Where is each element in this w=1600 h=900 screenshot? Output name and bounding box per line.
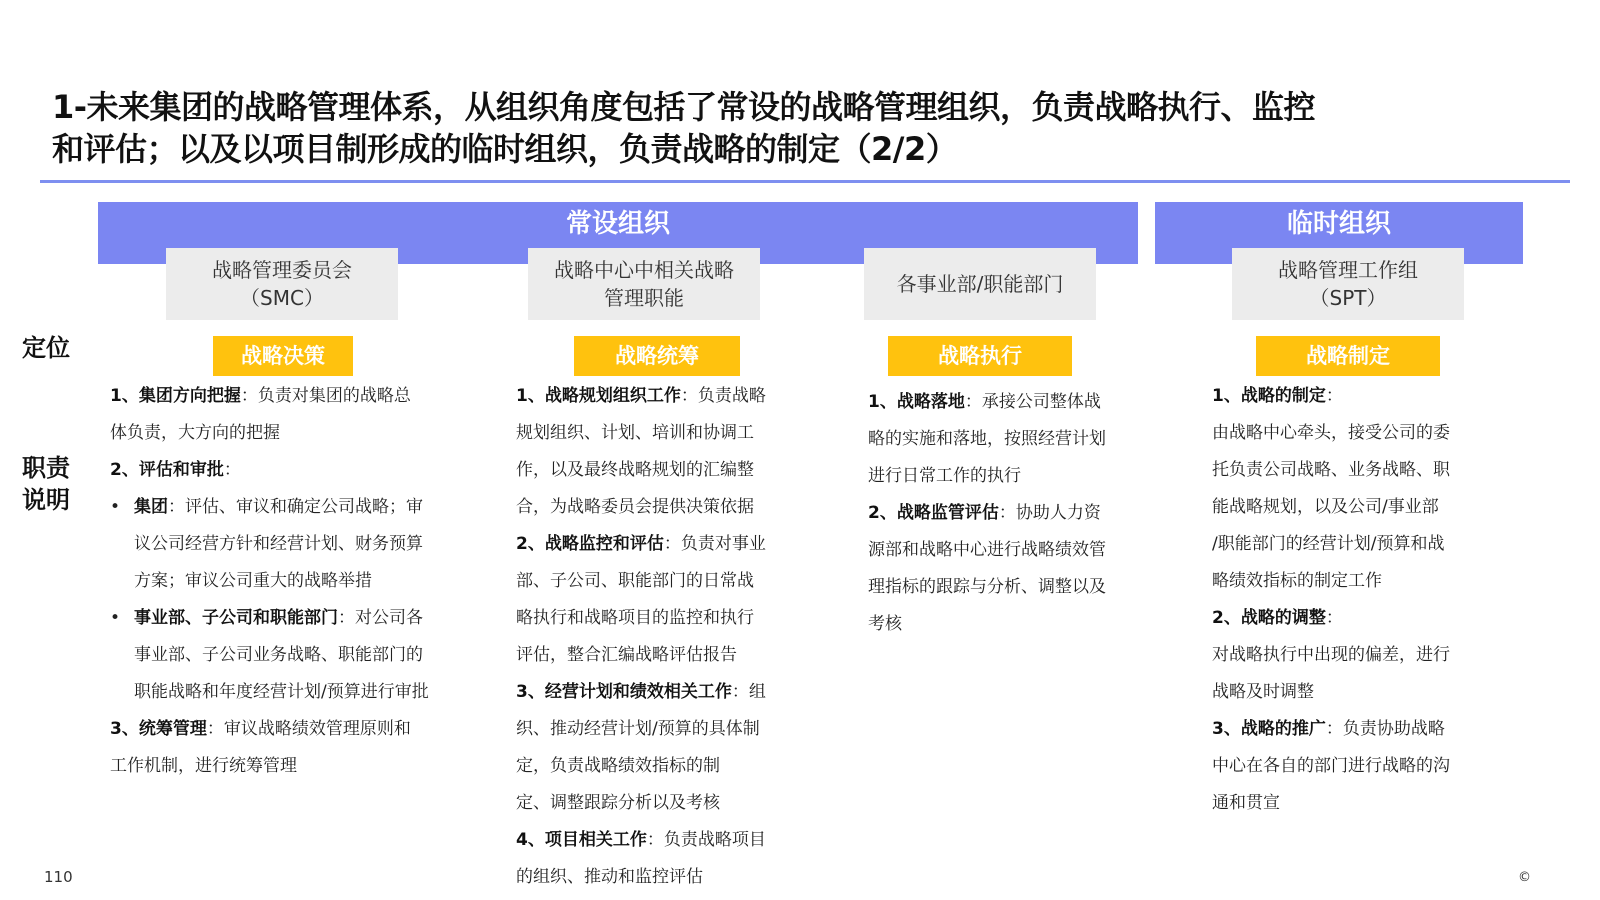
org-card-strategy-center [528, 248, 760, 320]
duty-text: ： [223, 460, 241, 480]
duty-line [110, 711, 490, 748]
duty-heading: 3、经营计划和绩效相关工作 [516, 682, 732, 702]
duty-line: 评估，整合汇编战略评估报告 [516, 645, 737, 665]
row-label-duties [22, 452, 70, 516]
org-card-line: 各事业部/职能部门 [896, 272, 1064, 296]
duty-line: 通和贯宣 [1212, 793, 1280, 813]
duty-text: ：协助人力资 [998, 503, 1101, 523]
org-card-business-units [864, 248, 1096, 320]
duty-line: 战略及时调整 [1212, 682, 1314, 702]
duty-bullet [110, 600, 490, 637]
duty-heading: 1、战略落地 [868, 392, 965, 412]
duty-line: 职能战略和年度经营计划/预算进行审批 [134, 682, 429, 702]
duty-text: ：审议战略绩效管理原则和 [206, 719, 411, 739]
duty-line: /职能部门的经营计划/预算和战 [1212, 534, 1445, 554]
duty-line [110, 378, 490, 415]
duty-line: 略绩效指标的制定工作 [1212, 571, 1382, 591]
page-title-line-2: 和评估；以及以项目制形成的临时组织，负责战略的制定（2/2） [52, 130, 958, 168]
duty-line: 对战略执行中出现的偏差，进行 [1212, 645, 1450, 665]
duty-text: ：对公司各 [338, 608, 423, 628]
org-card-line: 战略管理工作组 [1278, 258, 1418, 282]
duty-line: 工作机制，进行统筹管理 [110, 756, 297, 776]
org-card-line: 管理职能 [604, 286, 684, 310]
duty-line [516, 674, 816, 711]
duty-line: 能战略规划，以及公司/事业部 [1212, 497, 1439, 517]
duty-text: ：负责战略项目 [646, 830, 766, 850]
duty-line [868, 384, 1168, 421]
duty-line: 体负责，大方向的把握 [110, 423, 280, 443]
org-card-line: （SMC） [240, 286, 324, 310]
badge-strategy-execution: 战略执行 [888, 336, 1072, 376]
duty-line: 合，为战略委员会提供决策依据 [516, 497, 754, 517]
duty-line: 中心在各自的部门进行战略的沟 [1212, 756, 1450, 776]
duty-line: 考核 [868, 614, 902, 634]
row-label-duties-line-2: 说明 [22, 486, 70, 514]
page-title [52, 86, 1552, 170]
duty-text: ：评估、审议和确定公司战略；审 [168, 497, 423, 517]
duty-line [516, 526, 816, 563]
duty-heading: 4、项目相关工作 [516, 830, 647, 850]
duty-text: ： [1325, 608, 1343, 628]
duty-heading: 事业部、子公司和职能部门 [134, 608, 338, 628]
duty-line: 略执行和战略项目的监控和执行 [516, 608, 754, 628]
duty-heading: 1、集团方向把握 [110, 386, 241, 406]
row-label-duties-line-1: 职责 [22, 454, 70, 482]
duty-text: ：负责对集团的战略总 [240, 386, 411, 406]
duty-column-spt [1212, 378, 1512, 822]
duty-line: 由战略中心牵头，接受公司的委 [1212, 423, 1450, 443]
duty-bullet [110, 489, 490, 526]
duty-line: 织、推动经营计划/预算的具体制 [516, 719, 760, 739]
org-card-smc [166, 248, 398, 320]
duty-heading: 3、战略的推广 [1212, 719, 1326, 739]
row-label-positioning: 定位 [22, 334, 70, 362]
duty-line [868, 495, 1168, 532]
org-card-line: 战略管理委员会 [212, 258, 352, 282]
org-card-line: （SPT） [1309, 286, 1387, 310]
duty-heading: 2、战略监控和评估 [516, 534, 664, 554]
duty-heading: 2、战略监管评估 [868, 503, 999, 523]
duty-line [1212, 600, 1512, 637]
duty-heading: 2、战略的调整 [1212, 608, 1326, 628]
title-divider [40, 180, 1570, 183]
copyright-mark: © [1518, 870, 1531, 885]
duty-text: ： [1325, 386, 1343, 406]
duty-line: 理指标的跟踪与分析、调整以及 [868, 577, 1106, 597]
duty-column-business-units [868, 384, 1168, 643]
duty-line [1212, 378, 1512, 415]
duty-line: 作，以及最终战略规划的汇编整 [516, 460, 754, 480]
org-card-line: 战略中心中相关战略 [554, 258, 734, 282]
duty-line [110, 452, 490, 489]
duty-text: ：组 [731, 682, 766, 702]
org-card-spt [1232, 248, 1464, 320]
duty-line [516, 822, 816, 859]
duty-heading: 1、战略规划组织工作 [516, 386, 681, 406]
duty-line: 略的实施和落地，按照经营计划 [868, 429, 1106, 449]
duty-line [1212, 711, 1512, 748]
duty-text: ：负责协助战略 [1325, 719, 1445, 739]
duty-line: 的组织、推动和监控评估 [516, 867, 703, 887]
page-title-line-1: 1-未来集团的战略管理体系，从组织角度包括了常设的战略管理组织，负责战略执行、监控 [52, 88, 1316, 126]
duty-text: ：负责战略 [680, 386, 766, 406]
badge-strategy-formulation: 战略制定 [1256, 336, 1440, 376]
duty-line: 议公司经营方针和经营计划、财务预算 [134, 534, 423, 554]
duty-line [516, 378, 816, 415]
duty-column-strategy-center [516, 378, 816, 896]
duty-line: 托负责公司战略、业务战略、职 [1212, 460, 1450, 480]
duty-text: ：承接公司整体战 [964, 392, 1101, 412]
duty-line: 部、子公司、职能部门的日常战 [516, 571, 754, 591]
duty-column-smc [110, 378, 490, 785]
duty-text: ：负责对事业 [663, 534, 766, 554]
badge-strategy-coordination: 战略统筹 [574, 336, 740, 376]
duty-heading: 1、战略的制定 [1212, 386, 1326, 406]
permanent-org-band-label: 常设组织 [565, 209, 670, 239]
duty-line: 源部和战略中心进行战略绩效管 [868, 540, 1106, 560]
duty-heading: 3、统筹管理 [110, 719, 207, 739]
duty-line: 定、调整跟踪分析以及考核 [516, 793, 720, 813]
duty-line: 方案；审议公司重大的战略举措 [134, 571, 372, 591]
duty-heading: 2、评估和审批 [110, 460, 224, 480]
page-number: 110 [44, 868, 73, 886]
duty-line: 进行日常工作的执行 [868, 466, 1021, 486]
duty-line: 事业部、子公司业务战略、职能部门的 [134, 645, 423, 665]
temporary-org-band-label: 临时组织 [1286, 209, 1391, 239]
duty-line: 定，负责战略绩效指标的制 [516, 756, 720, 776]
badge-strategy-decision: 战略决策 [213, 336, 353, 376]
duty-heading: 集团 [134, 497, 168, 517]
duty-line: 规划组织、计划、培训和协调工 [516, 423, 754, 443]
